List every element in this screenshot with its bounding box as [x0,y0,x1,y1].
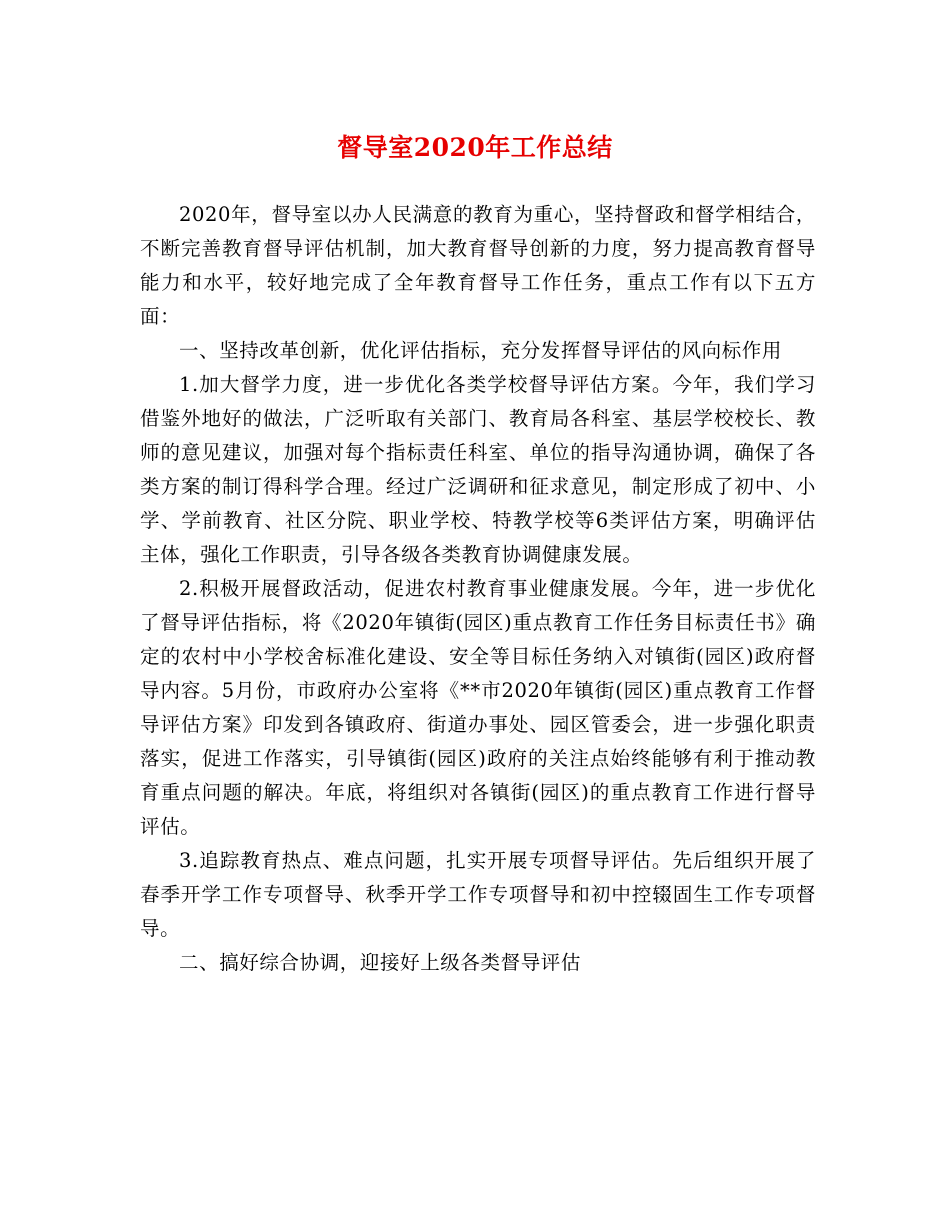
section-heading-2: 二、搞好综合协调，迎接好上级各类督导评估 [179,951,582,974]
paragraph-item-3: 3.追踪教育热点、难点问题，扎实开展专项督导评估。先后组织开展了春季开学工作专项督导、秋季开学工作专项督导和初中控辍固生工作专项督导。 [140,849,816,940]
paragraph-intro: 2020年，督导室以办人民满意的教育为重心，坚持督政和督学相结合，不断完善教育督导评估机制，加大教育督导创新的力度，努力提高教育督导能力和水平，较好地完成了全年教育督导工作任务，重点工作有以下五方面： [140,203,816,328]
document-title: 督导室2020年工作总结 [337,133,613,162]
section-heading-1: 一、坚持改革创新，优化评估指标，充分发挥督导评估的风向标作用 [179,339,783,362]
paragraph-item-2: 2.积极开展督政活动，促进农村教育事业健康发展。今年，进一步优化了督导评估指标，将《2020年镇街(园区)重点教育工作任务目标责任书》确定的农村中小学校舍标准化建设、安全等目标任务纳入对镇街(园区)政府督导内容。5月份，市政府办公室将《**市2020年镇街(园区)重点教育工作督导评估方案》印发到各镇政府、街道办事处、园区管委会，进一步强化职责落实，促进工作落实，引导镇街(园区)政府的关注点始终能够有利于推动教育重点问题的解决。年底，将组织对各镇街(园区)的重点教育工作进行督导评估。 [140,577,816,838]
document-body [140,198,816,980]
paragraph-item-1: 1.加大督学力度，进一步优化各类学校督导评估方案。今年，我们学习借鉴外地好的做法，广泛听取有关部门、教育局各科室、基层学校校长、教师的意见建议，加强对每个指标责任科室、单位的指导沟通协调，确保了各类方案的制订得科学合理。经过广泛调研和征求意见，制定形成了初中、小学、学前教育、社区分院、职业学校、特教学校等6类评估方案，明确评估主体，强化工作职责，引导各级各类教育协调健康发展。 [140,373,816,566]
